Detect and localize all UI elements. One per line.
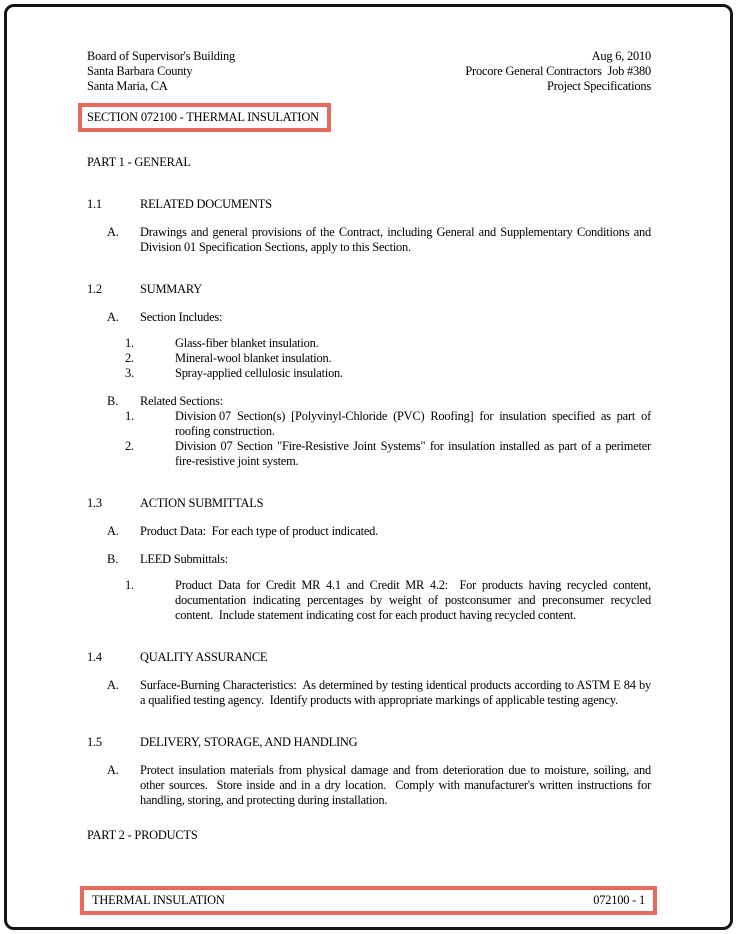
article-1-4-heading <box>87 650 651 665</box>
article-number: 1.1 <box>87 197 102 211</box>
article-1-1 <box>87 197 654 255</box>
header-contractor-job: Procore General Contractors Job #380 <box>465 64 651 78</box>
section-heading-text: SECTION 072100 - THERMAL INSULATION <box>87 110 319 124</box>
list-item-text: Product Data for Credit MR 4.1 and Credit MR 4.2: For products having recycled content, documentation indicating percentages by weight of postconsumer and preconsumer recycled content. Include statement indicating cost for each product having recycled content. <box>175 578 654 622</box>
article-number: 1.3 <box>87 496 102 510</box>
list-item-number: 2. <box>125 439 134 453</box>
article-1-4 <box>87 650 654 708</box>
footer-highlight-box <box>80 886 657 915</box>
list-item-number: 1. <box>125 578 134 592</box>
document-page <box>4 4 733 930</box>
paragraph-text: Drawings and general provisions of the Contract, including General and Supplementary Conditions and Division 01 Specification Sections, apply to this Section. <box>140 225 654 254</box>
paragraph-1-2-A <box>87 310 651 325</box>
list-item <box>87 351 651 366</box>
article-1-3 <box>87 496 654 623</box>
list-item-text: Glass-fiber blanket insulation. <box>175 336 319 350</box>
list-item-text: Division 07 Section "Fire-Resistive Joint Systems" for insulation installed as part of a perimeter fire-resistive joint system. <box>175 439 654 468</box>
list-1-2-B <box>87 409 654 469</box>
list-item <box>87 409 654 439</box>
article-1-1-heading <box>87 197 651 212</box>
article-1-3-heading <box>87 496 651 511</box>
list-item <box>87 578 654 623</box>
list-item-number: 2. <box>125 351 134 365</box>
paragraph-text: LEED Submittals: <box>140 552 229 566</box>
part-1-heading: PART 1 - GENERAL <box>87 155 191 169</box>
article-title: SUMMARY <box>140 282 202 296</box>
paragraph-label: A. <box>107 524 119 538</box>
part-2-heading: PART 2 - PRODUCTS <box>87 828 198 842</box>
list-item-number: 1. <box>125 409 134 423</box>
header-meta-block <box>465 49 651 94</box>
header-project-block <box>87 49 235 94</box>
paragraph-text: Protect insulation materials from physical damage and from deterioration due to moisture, soiling, and other sources. Store inside and in a dry location. Comply with manufacturer's written instructions for handling, storing, and protecting during installation. <box>140 763 654 807</box>
header-building-name: Board of Supervisor's Building <box>87 49 236 63</box>
list-item-text: Spray-applied cellulosic insulation. <box>175 366 343 380</box>
document-header <box>87 49 651 94</box>
list-item <box>87 366 651 381</box>
header-date: Aug 6, 2010 <box>591 49 651 63</box>
paragraph-label: A. <box>107 763 119 777</box>
section-heading-row <box>87 94 651 132</box>
list-1-2-A <box>87 336 651 381</box>
list-item <box>87 439 654 469</box>
article-title: DELIVERY, STORAGE, AND HANDLING <box>140 735 358 749</box>
paragraph-1-4-A <box>87 678 654 708</box>
article-1-2 <box>87 282 654 469</box>
article-title: ACTION SUBMITTALS <box>140 496 264 510</box>
paragraph-label: B. <box>107 394 118 408</box>
footer-page-number: 072100 - 1 <box>593 893 645 907</box>
article-title: QUALITY ASSURANCE <box>140 650 268 664</box>
list-item <box>87 336 651 351</box>
paragraph-1-5-A <box>87 763 654 808</box>
list-1-3-B <box>87 578 654 623</box>
article-number: 1.5 <box>87 735 102 749</box>
paragraph-label: B. <box>107 552 118 566</box>
list-item-number: 3. <box>125 366 134 380</box>
section-heading-highlight-box <box>78 103 331 132</box>
article-number: 1.4 <box>87 650 102 664</box>
header-city-state: Santa Maria, CA <box>87 79 168 93</box>
paragraph-1-3-B <box>87 552 651 567</box>
paragraph-1-1-A <box>87 225 654 255</box>
paragraph-label: A. <box>107 225 119 239</box>
footer-section-name: THERMAL INSULATION <box>92 893 225 907</box>
paragraph-text: Section Includes: <box>140 310 223 324</box>
article-1-5-heading <box>87 735 651 750</box>
paragraph-text: Product Data: For each type of product indicated. <box>140 524 379 538</box>
paragraph-text: Surface-Burning Characteristics: As determined by testing identical products according to ASTM E 84 by a qualified testing agency. Identify products with appropriate markings of applicable testing agency. <box>140 678 654 707</box>
article-number: 1.2 <box>87 282 102 296</box>
article-title: RELATED DOCUMENTS <box>140 197 272 211</box>
paragraph-label: A. <box>107 310 119 324</box>
paragraph-label: A. <box>107 678 119 692</box>
article-1-5 <box>87 735 654 808</box>
paragraph-text: Related Sections: <box>140 394 223 408</box>
list-item-text: Division 07 Section(s) [Polyvinyl-Chloride (PVC) Roofing] for insulation specified as part of roofing construction. <box>175 409 654 438</box>
header-doc-type: Project Specifications <box>547 79 651 93</box>
paragraph-1-2-B <box>87 394 651 409</box>
paragraph-1-3-A <box>87 524 651 539</box>
list-item-number: 1. <box>125 336 134 350</box>
header-county: Santa Barbara County <box>87 64 193 78</box>
list-item-text: Mineral-wool blanket insulation. <box>175 351 332 365</box>
article-1-2-heading <box>87 282 651 297</box>
